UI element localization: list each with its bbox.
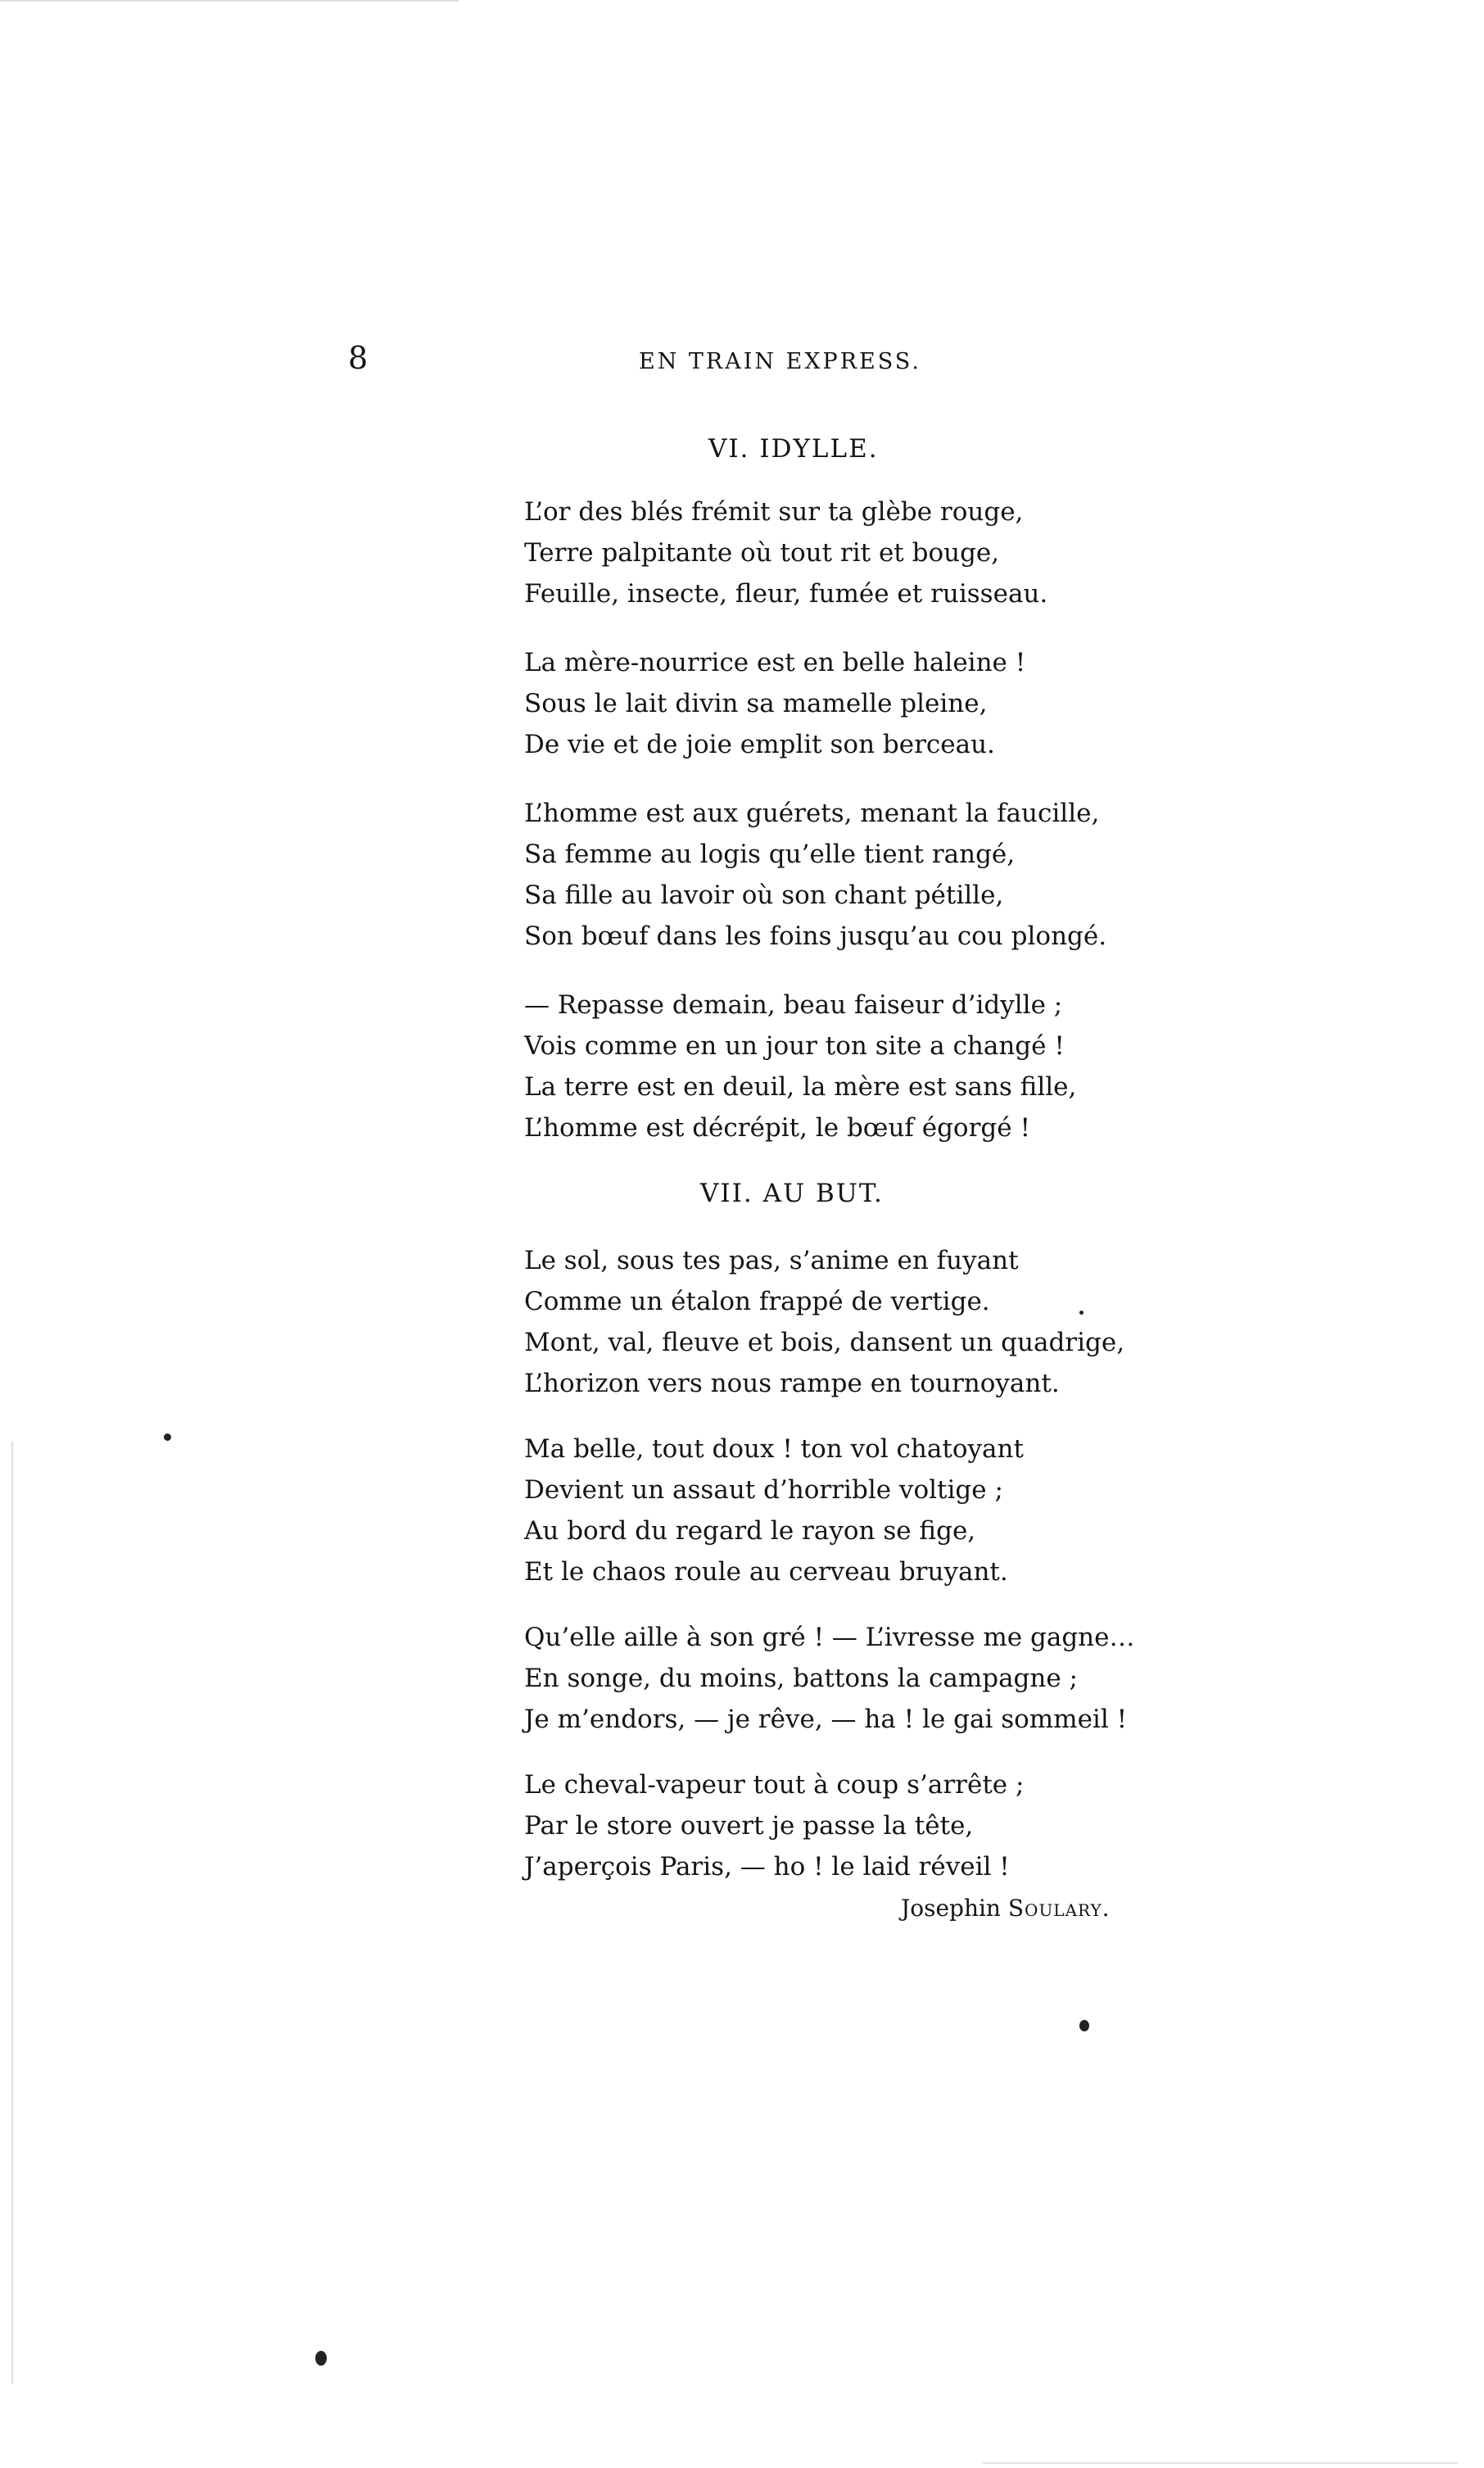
verse: Vois comme en un jour ton site a changé !	[524, 1031, 1065, 1061]
verse: Sous le lait divin sa mamelle pleine,	[524, 689, 988, 718]
stanza	[524, 1240, 1134, 1404]
stanza	[524, 642, 1106, 765]
page-number: 8	[348, 340, 369, 376]
verse: Je m’endors, — je rêve, — ha ! le gai sommeil !	[524, 1705, 1128, 1734]
verse: De vie et de joie emplit son berceau.	[524, 730, 995, 759]
verse: Au bord du regard le rayon se fige,	[524, 1516, 976, 1546]
verse: Son bœuf dans les foins jusqu’au cou plongé.	[524, 922, 1107, 951]
verse: L’horizon vers nous rampe en tournoyant.	[524, 1369, 1060, 1398]
verse: Qu’elle aille à son gré ! — L’ivresse me gagne…	[524, 1623, 1135, 1652]
verse: J’aperçois Paris, — ho ! le laid réveil !	[524, 1852, 1010, 1882]
author-surname: Soulary.	[1007, 1895, 1111, 1922]
verse: — Repasse demain, beau faiseur d’idylle ;	[524, 990, 1063, 1020]
verse: L’homme est décrépit, le bœuf égorgé !	[524, 1113, 1030, 1143]
ink-speck	[315, 2351, 327, 2366]
ink-speck	[1079, 2020, 1089, 2031]
ink-speck	[1079, 1311, 1084, 1315]
scan-edge-line	[11, 1442, 13, 2384]
author-given-name: Josephin	[901, 1895, 1001, 1922]
verse: Et le chaos roule au cerveau bruyant.	[524, 1557, 1008, 1587]
ink-speck	[164, 1433, 171, 1441]
verse: Ma belle, tout doux ! ton vol chatoyant	[524, 1434, 1024, 1464]
verse: Le sol, sous tes pas, s’anime en fuyant	[524, 1246, 1019, 1275]
poem-au-but	[524, 1240, 1134, 1887]
verse: Terre palpitante où tout rit et bouge,	[524, 538, 1000, 568]
verse: Feuille, insecte, fleur, fumée et ruisseau.	[524, 579, 1048, 609]
scan-edge-line	[983, 2462, 1458, 2464]
author-signature	[901, 1897, 1111, 1920]
section-title-idylle: VI. IDYLLE.	[708, 434, 879, 464]
scan-edge-line	[0, 0, 459, 2]
verse: Le cheval-vapeur tout à coup s’arrête ;	[524, 1770, 1025, 1800]
verse: L’homme est aux guérets, menant la faucille,	[524, 799, 1100, 828]
stanza	[524, 985, 1106, 1148]
verse: En songe, du moins, battons la campagne ;	[524, 1664, 1079, 1693]
stanza	[524, 1617, 1134, 1740]
stanza	[524, 793, 1106, 957]
stanza	[524, 1764, 1134, 1887]
verse: La mère-nourrice est en belle haleine !	[524, 648, 1026, 677]
verse: Par le store ouvert je passe la tête,	[524, 1811, 974, 1841]
running-head: EN TRAIN EXPRESS.	[639, 349, 921, 374]
stanza	[524, 491, 1106, 614]
section-title-au-but: VII. AU BUT.	[700, 1179, 884, 1208]
verse: Mont, val, fleuve et bois, dansent un quadrige,	[524, 1328, 1125, 1357]
poem-idylle	[524, 491, 1106, 1148]
verse: La terre est en deuil, la mère est sans fille,	[524, 1072, 1077, 1102]
verse: L’or des blés frémit sur ta glèbe rouge,	[524, 497, 1024, 527]
verse: Comme un étalon frappé de vertige.	[524, 1287, 990, 1316]
stanza	[524, 1429, 1134, 1592]
verse: Sa femme au logis qu’elle tient rangé,	[524, 840, 1016, 869]
verse: Sa fille au lavoir où son chant pétille,	[524, 881, 1004, 910]
verse: Devient un assaut d’horrible voltige ;	[524, 1475, 1003, 1505]
